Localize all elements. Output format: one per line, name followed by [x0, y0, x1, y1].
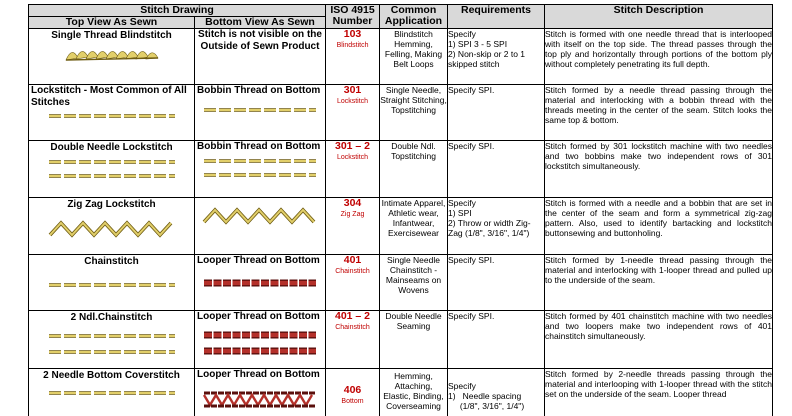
bottom-view-cell	[195, 141, 326, 198]
iso-header	[326, 5, 380, 29]
top-view-cell	[29, 198, 195, 255]
double-looper-drawing	[202, 329, 318, 357]
iso-header-line2: Number	[332, 15, 373, 27]
requirements-header: Requirements	[448, 5, 545, 29]
bottom-view-label: Bobbin Thread on Bottom	[197, 141, 321, 152]
iso-number: 401 – 2	[334, 310, 371, 322]
description-cell: Stitch formed by a needle thread passing through the material and interlocking with a bobbin thread with the threads meeting in the center of the seam. Stitch looks the same top & bottom.	[545, 85, 773, 141]
iso-number: 103	[343, 28, 362, 40]
requirements-cell: Specify SPI.	[448, 85, 545, 141]
blindstitch-drawing	[62, 44, 162, 66]
iso-number: 401	[343, 254, 362, 266]
iso-cell	[326, 369, 380, 416]
looper-chain-drawing	[202, 277, 318, 289]
requirements-cell: Specify SPI.	[448, 255, 545, 311]
bobbin-thread-drawing	[202, 105, 318, 115]
table-row	[29, 369, 773, 416]
requirements-cell: Specify 1) SPI 3 - 5 SPI 2) Non-skip or 2 to 1 skipped stitch	[448, 29, 545, 85]
top-view-cell	[29, 29, 195, 85]
description-cell: Stitch is formed with one needle thread that is interlooped with itself on the top side. The thread passes through the top ply and horizontally through portions of the bottom ply without completely penetrating its full depth.	[545, 29, 773, 85]
bottom-view-label: Looper Thread on Bottom	[197, 255, 320, 266]
stitch-drawing-header: Stitch Drawing	[29, 5, 326, 17]
bottom-view-label: Stitch is not visible on the Outside of Sewn Product	[198, 29, 322, 52]
application-cell: Intimate Apparel, Athletic wear, Infantwear, Exercisewear	[380, 198, 448, 255]
table-row	[29, 29, 773, 85]
top-view-label: 2 Needle Bottom Coverstitch	[43, 370, 180, 381]
requirements-cell: Specify 1) Needle spacing (1/8", 3/16", 1/4")	[448, 369, 545, 416]
iso-cell	[326, 311, 380, 369]
iso-cell	[326, 198, 380, 255]
application-header-line2: Application	[384, 15, 443, 27]
iso-name: Bottom	[341, 398, 364, 405]
table-row	[29, 311, 773, 369]
description-cell: Stitch formed by 1-needle thread passing through the material and interlocking with 1-looper thread and pulled up to the underside of the seam.	[545, 255, 773, 311]
description-cell: Stitch formed by 2-needle threads passing through the material and interlooping with 1-looper thread with the stitch set on the underside of the seam. Looper thread	[545, 369, 773, 416]
top-view-header: Top View As Sewn	[29, 17, 195, 29]
application-cell: Double Needle Seaming	[380, 311, 448, 369]
application-cell: Single Needle Chainstitch - Mainseams on Wovens	[380, 255, 448, 311]
application-cell: Single Needle, Straight Stitching, Topstitching	[380, 85, 448, 141]
table-row	[29, 255, 773, 311]
table-row	[29, 141, 773, 198]
top-view-label: Single Thread Blindstitch	[51, 30, 172, 41]
table-row	[29, 198, 773, 255]
bottom-view-cell	[195, 85, 326, 141]
top-view-cell	[29, 255, 195, 311]
iso-name: Chainstitch	[335, 268, 370, 275]
chainstitch-drawing	[47, 280, 177, 290]
iso-cell	[326, 255, 380, 311]
zigzag-bottom-drawing	[201, 206, 319, 226]
iso-cell	[326, 141, 380, 198]
top-view-label: Zig Zag Lockstitch	[67, 199, 156, 210]
bottom-view-label: Looper Thread on Bottom	[197, 369, 320, 380]
description-cell: Stitch is formed with a needle and a bobbin that are set in the center of the seam and form a symmetrical zig-zag pattern. Also, used to identify bartacking and lockstitch buttonsewing and buttonholing.	[545, 198, 773, 255]
application-cell: Double Ndl. Topstitching	[380, 141, 448, 198]
iso-cell	[326, 85, 380, 141]
application-header-line1: Common	[390, 4, 437, 16]
stitch-table	[28, 4, 773, 416]
description-cell: Stitch formed by 301 lockstitch machine with two needles and two bobbins make two independent rows of 301 lockstitch simultaneously.	[545, 141, 773, 198]
requirements-cell: Specify SPI.	[448, 141, 545, 198]
double-chainstitch-drawing	[47, 330, 177, 358]
double-bobbin-drawing	[202, 155, 318, 181]
top-view-label: Chainstitch	[84, 256, 139, 267]
top-view-label: Double Needle Lockstitch	[50, 142, 173, 153]
bottom-view-header: Bottom View As Sewn	[195, 17, 326, 29]
description-header: Stitch Description	[545, 5, 773, 29]
iso-number: 406	[343, 384, 362, 396]
top-view-cell	[29, 369, 195, 416]
bottom-view-label: Looper Thread on Bottom	[197, 311, 320, 322]
table-row	[29, 85, 773, 141]
bottom-view-cell	[195, 198, 326, 255]
application-header	[380, 5, 448, 29]
lockstitch-drawing	[47, 111, 177, 121]
iso-name: Chainstitch	[335, 324, 370, 331]
iso-name: Blindstitch	[336, 42, 369, 49]
iso-header-line1: ISO 4915	[330, 4, 375, 16]
coverstitch-top-drawing	[47, 388, 177, 408]
application-cell: Hemming, Attaching, Elastic, Binding, Coverseaming	[380, 369, 448, 416]
header-row-1	[29, 5, 773, 17]
top-view-cell	[29, 311, 195, 369]
iso-number: 301 – 2	[334, 140, 371, 152]
bottom-view-cell	[195, 255, 326, 311]
description-cell: Stitch formed by 401 chainstitch machine with two needles and two loopers make two independent rows of 401 chainstitch simultaneously.	[545, 311, 773, 369]
requirements-cell: Specify SPI.	[448, 311, 545, 369]
top-view-label: 2 Ndl.Chainstitch	[70, 312, 153, 323]
coverstitch-bottom-drawing	[202, 387, 318, 411]
iso-number: 304	[343, 197, 362, 209]
iso-name: Zig Zag	[340, 211, 365, 218]
bottom-view-label: Bobbin Thread on Bottom	[197, 85, 321, 96]
zigzag-drawing	[47, 219, 177, 239]
top-view-label: Lockstitch - Most Common of All Stitches	[31, 85, 187, 108]
requirements-cell: Specify 1) SPI 2) Throw or width Zig-Zag (1/8", 3/16", 1/4")	[448, 198, 545, 255]
iso-number: 301	[343, 84, 362, 96]
double-lockstitch-drawing	[47, 156, 177, 182]
bottom-view-cell	[195, 369, 326, 416]
iso-name: Lockstitch	[336, 154, 369, 161]
bottom-view-cell	[195, 29, 326, 85]
application-cell: Blindstitch Hemming, Felling, Making Belt Loops	[380, 29, 448, 85]
iso-name: Lockstitch	[336, 98, 369, 105]
iso-cell	[326, 29, 380, 85]
top-view-cell	[29, 85, 195, 141]
top-view-cell	[29, 141, 195, 198]
bottom-view-cell	[195, 311, 326, 369]
